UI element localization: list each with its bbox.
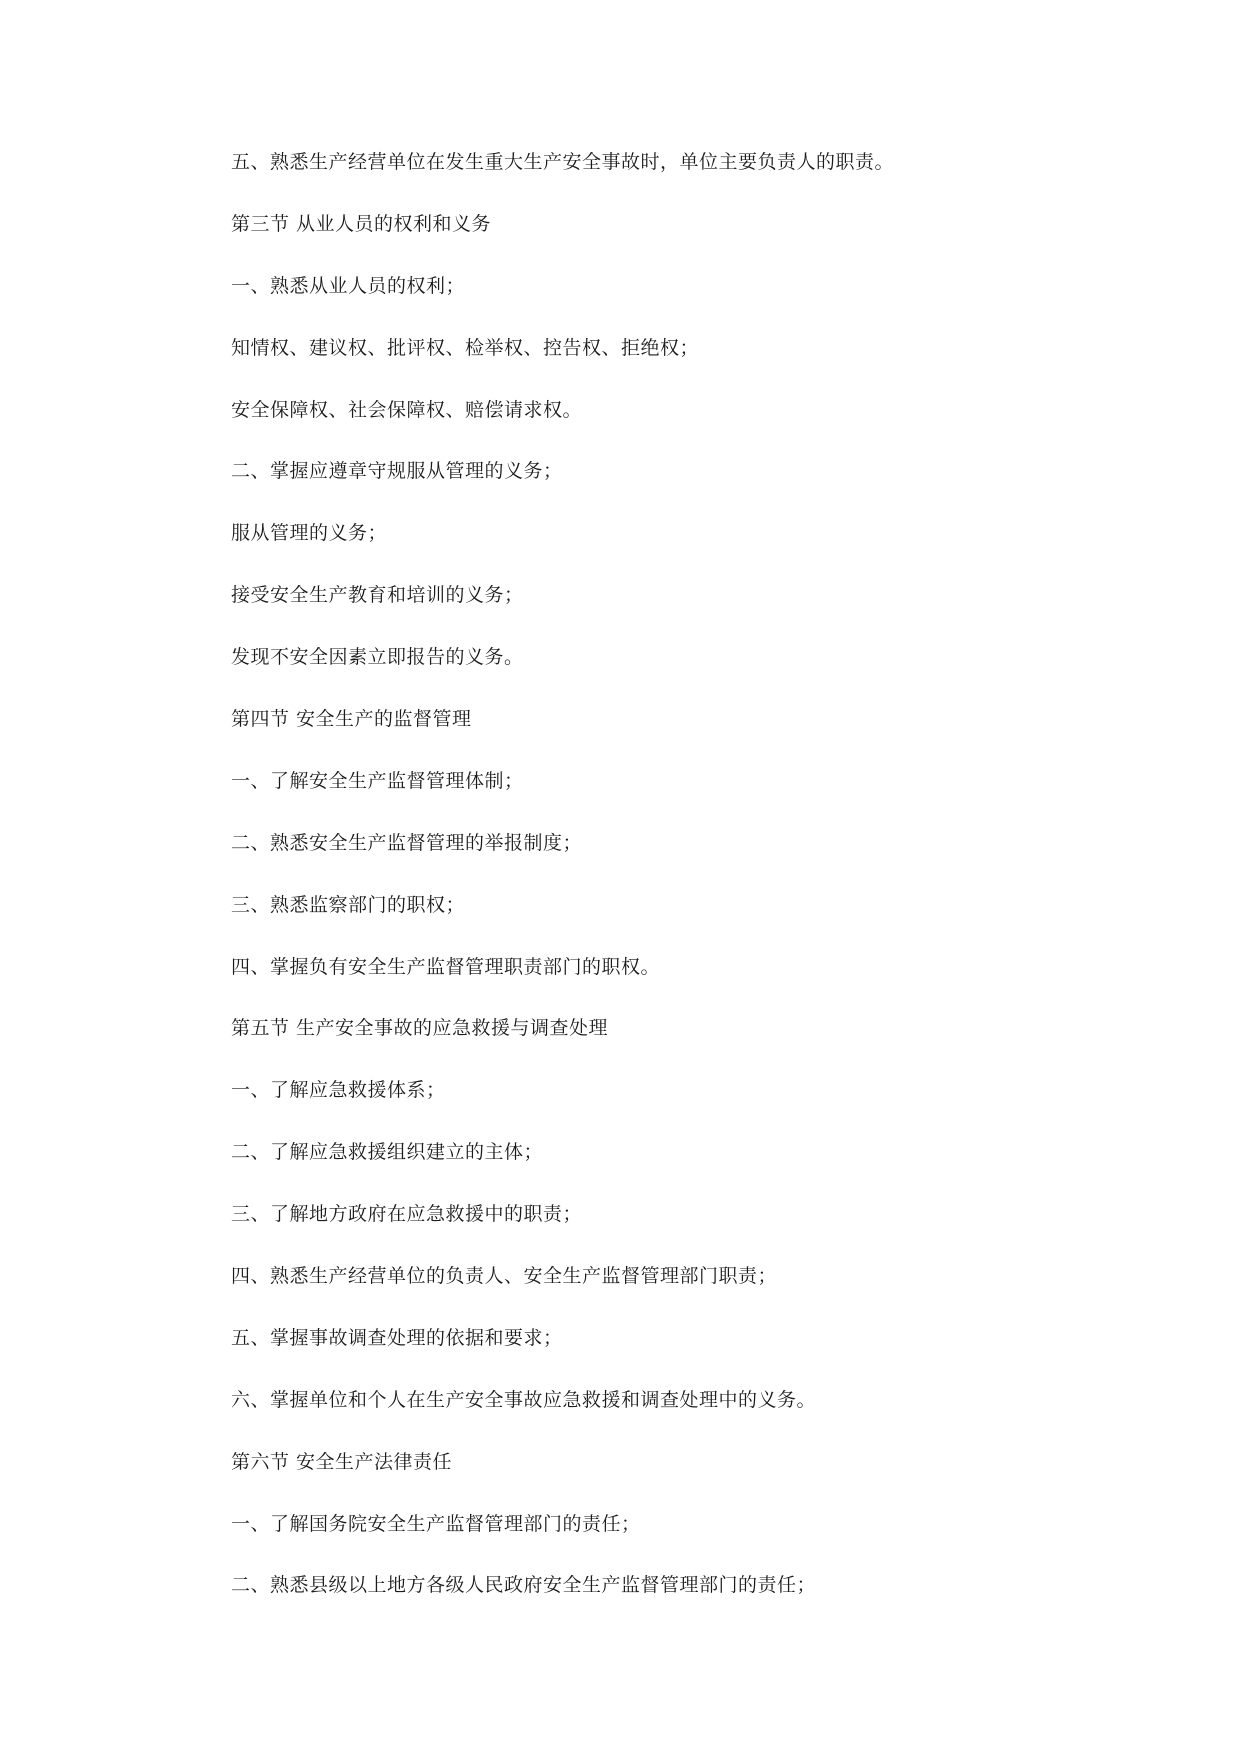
text-line: 三、了解地方政府在应急救援中的职责； bbox=[231, 1203, 583, 1226]
text-line: 一、了解国务院安全生产监督管理部门的责任； bbox=[231, 1512, 641, 1535]
section-heading: 第四节 安全生产的监督管理 bbox=[231, 708, 472, 731]
text-line: 四、熟悉生产经营单位的负责人、安全生产监督管理部门职责； bbox=[231, 1265, 778, 1288]
text-line: 二、了解应急救援组织建立的主体； bbox=[231, 1141, 544, 1164]
text-line: 知情权、建议权、批评权、检举权、控告权、拒绝权； bbox=[231, 336, 700, 359]
text-line: 二、掌握应遵章守规服从管理的义务； bbox=[231, 460, 563, 483]
text-line: 五、掌握事故调查处理的依据和要求； bbox=[231, 1326, 563, 1349]
section-heading: 第五节 生产安全事故的应急救援与调查处理 bbox=[231, 1017, 609, 1040]
text-line: 一、了解应急救援体系； bbox=[231, 1079, 446, 1102]
text-line: 六、掌握单位和个人在生产安全事故应急救援和调查处理中的义务。 bbox=[231, 1388, 817, 1411]
text-line: 安全保障权、社会保障权、赔偿请求权。 bbox=[231, 398, 583, 421]
text-line: 一、了解安全生产监督管理体制； bbox=[231, 769, 524, 792]
text-line: 五、熟悉生产经营单位在发生重大生产安全事故时，单位主要负责人的职责。 bbox=[231, 151, 895, 173]
section-heading: 第六节 安全生产法律责任 bbox=[231, 1450, 453, 1473]
text-line: 服从管理的义务； bbox=[231, 522, 388, 545]
document-body bbox=[231, 150, 1171, 1635]
text-line: 三、熟悉监察部门的职权； bbox=[231, 893, 466, 916]
text-line: 四、掌握负有安全生产监督管理职责部门的职权。 bbox=[231, 955, 661, 978]
text-line: 接受安全生产教育和培训的义务； bbox=[231, 584, 524, 607]
text-line: 二、熟悉县级以上地方各级人民政府安全生产监督管理部门的责任； bbox=[231, 1574, 817, 1597]
text-line: 一、熟悉从业人员的权利； bbox=[231, 274, 466, 297]
text-line: 二、熟悉安全生产监督管理的举报制度； bbox=[231, 831, 583, 854]
text-line: 发现不安全因素立即报告的义务。 bbox=[231, 646, 524, 669]
section-heading: 第三节 从业人员的权利和义务 bbox=[231, 212, 492, 235]
